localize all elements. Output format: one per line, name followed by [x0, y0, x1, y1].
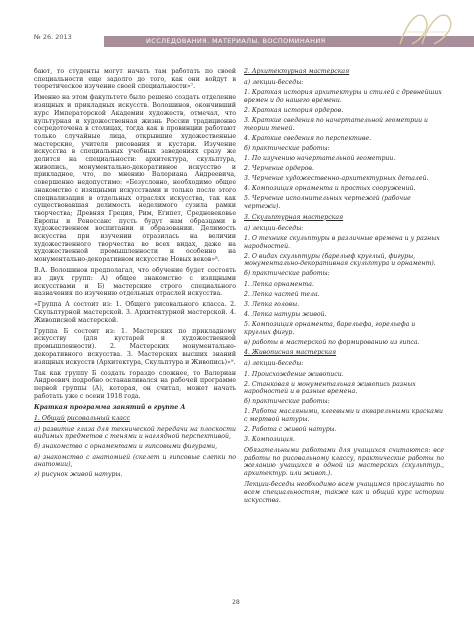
paragraph: В.А. Волошинов предполагал, что обучение будет состоять из двух групп: А) общее знакомство с изящными искусствами и Б) мастерские строго специального назначения по изучению отдельных отраслей искусства. — [34, 267, 236, 298]
sublist-label: б) практические работы: — [244, 270, 330, 278]
paragraph: Так как группу Б создать гораздо сложнее, то Валериан Андреевич подробно останавливался на рабочей программе первой группы (А), которая, он считал, может начать работать уже с осени 1918 года. — [34, 369, 236, 400]
list-item: 1. Происхождение живописи. — [244, 370, 344, 378]
list-item: 1. Лепка орнамента. — [244, 280, 314, 288]
section-title-painting: 4. Живописная мастерская — [244, 349, 337, 357]
list-item: 2. Лепка частей тела. — [244, 290, 320, 298]
list-item: 3. Лепка головы. — [244, 300, 300, 308]
journal-logo-icon — [392, 6, 462, 50]
paragraph: Группа Б состоит из: 1. Мастерских по прикладному искусству (для кустарей и художественной промышленности). 2. Мастерских монументально-декоративного искусства. 3. Мастерских высших знаний изящных искусств (Архитектура, Скульптура и Живопись)»⁹. — [34, 327, 236, 366]
list-item: 2. Станковая и монументальная живопись разных народностей и в разные времена. — [244, 380, 416, 396]
list-item: 1. Краткая история архитектуры и стилей с древнейших времен и до нашего времени. — [244, 89, 442, 104]
section-title: ИССЛЕДОВАНИЯ. МАТЕРИАЛЫ. ВОСПОМИНАНИЯ — [146, 37, 326, 45]
list-item: г) рисунок живой натуры. — [34, 471, 123, 479]
list-item: а) развитие глаза для технической передачи на плоскости видимых предметов с тенями и наглядной перспективой, — [34, 425, 236, 441]
list-item: 3. Краткие сведения по начертательной геометрии и теории теней. — [244, 116, 429, 132]
program-heading: Краткая программа занятий в группе А — [34, 403, 186, 411]
list-item: 2. Краткая история ордеров. — [244, 106, 344, 114]
list-item: 5. Композиция орнамента, барельефа, горельефа и круглых фигур. — [244, 320, 416, 336]
list-item: 2. Черчение ордеров. — [244, 165, 314, 173]
issue-number: № 26. 2013 — [34, 33, 72, 41]
paragraph: Именно на этом факультете было решено создать отделение изящных и прикладных искусств. Волошинов, окончивший курс Императорской Академии художеств, отмечал, что культурная и художественная жизнь России традиционно сосредоточена в столицах, тогда как в провинции работают только случайные лица, открывшие художественные мастерские, учителя рисования и кустари. Изучение искусства в специальных учебных заведениях сразу же делится на специальности: архитектура, скульптура, живопись, монументально-декоративное искусство и прикладное, что, по мнению Валериана Андреевича, совершенно недопустимо: «Безусловно, необходимо общее знакомство с изящными искусствами и только после этого специализация в отдельных отраслях искусства, так как существовавшая делимость неделимого сузила рамки творчества; Древняя Греция, Рим, Египет, Средневековье Европы и Ренессанс пусть будут нам образцами в художественном воспитании и образовании. Делимость искусства при изучении отразилась на величии художественного творчества во всех видах, даже на художественной промышленности и особенно на монументально-декоративном искусстве Новых веков»⁸. — [34, 94, 236, 264]
right-column — [244, 68, 444, 508]
page-header — [0, 0, 474, 48]
paragraph: бают, то студенты могут начать там работать по своей специальности еще задолго до того, как они войдут в теоретическое изучение своей специальности»⁷. — [34, 68, 236, 91]
closing-paragraph: Лекции-беседы необходимо всем учащимся прослушать по всем специальностям, также как и общий курс истории искусства. — [244, 481, 444, 504]
list-item: б) знакомство с орнаментами и гипсовыми фигурами, — [34, 443, 218, 451]
list-item: в) знакомство с анатомией (скелет и гипсовые слепки по анатомии), — [34, 453, 236, 469]
paragraph: «Группа А состоит из: 1. Общего рисовального класса. 2. Скульптурной мастерской. 3. Архитектурной мастерской. 4. Живописной мастерской. — [34, 301, 236, 324]
sublist-label: б) практические работы: — [244, 144, 330, 152]
sublist-label: а) лекции-беседы: — [244, 360, 304, 368]
sublist-label: а) лекции-беседы: — [244, 224, 304, 232]
section-title-architecture: 2. Архитектурная мастерская — [244, 68, 350, 75]
list-item: 4. Композиция орнамента и простых сооружений. — [244, 185, 416, 193]
list-item: 3. Композиция. — [244, 436, 295, 444]
page-number: 28 — [232, 599, 240, 606]
closing-paragraph: Обязательными работами для учащихся считаются: все работы по рисовальному классу, практические работы по желанию учащихся в одной из мастерских (скульптур., архитектур. или живоп.). — [244, 447, 444, 478]
section-title-drawing-class: 1. Общий рисовальный класс — [34, 414, 130, 422]
list-item: 4. Лепка натуры живой. — [244, 310, 327, 318]
list-item: 3. Черчение художественно-архитектурных деталей. — [244, 175, 429, 183]
list-item: 5. Черчение исполнительных чертежей (рабочие чертежи). — [244, 195, 411, 211]
section-title-sculpture: 3. Скульптурная мастерская — [244, 213, 344, 221]
sublist-label: а) лекции-беседы: — [244, 79, 304, 86]
list-item: 1. Работа масляными, клеевыми и акварельными красками с мертвой натуры. — [244, 408, 443, 424]
list-item: 1. По изучению начертательной геометрии. — [244, 154, 396, 162]
list-item: 2. О видах скульптуры (барельеф круглый, фигуры, монументально-декоративная скульптура и орнамент). — [244, 252, 436, 268]
sublist-label: б) практические работы: — [244, 398, 330, 406]
list-item: 4. Краткие сведения по перспективе. — [244, 134, 372, 142]
left-column — [34, 68, 236, 481]
list-item: в) работы в мастерской по формированию из гипса. — [244, 338, 420, 346]
list-item: 1. О технике скульптуры в различные времена и у разных народностей. — [244, 234, 440, 250]
list-item: 2. Работа с живой натуры. — [244, 426, 337, 434]
